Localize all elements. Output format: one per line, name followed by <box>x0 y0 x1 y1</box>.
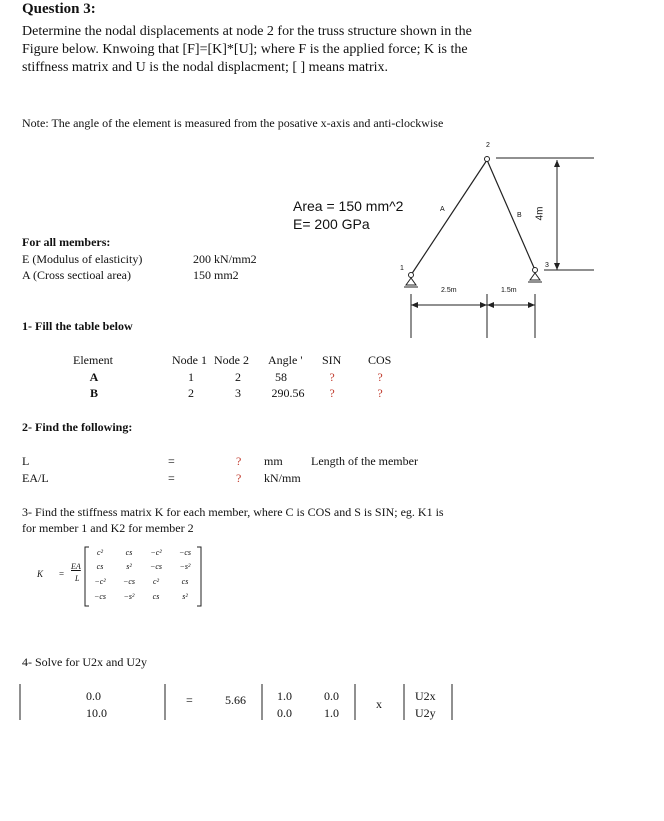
e-label: E (Modulus of elasticity) <box>22 252 143 266</box>
matrix-cell: c² <box>153 577 159 586</box>
member-a-label: A <box>440 206 445 213</box>
solve-eq: = <box>186 693 193 707</box>
part3-line-2: for member 1 and K2 for member 2 <box>22 521 194 535</box>
table-header-node1: Node 1 <box>172 353 207 367</box>
e-value: 200 kN/mm2 <box>193 252 257 266</box>
length-eq: = <box>168 454 175 468</box>
part1-heading: 1- Fill the table below <box>22 319 133 333</box>
dim-1-5m: 1.5m <box>501 287 517 294</box>
a-label: A (Cross sectioal area) <box>22 268 131 282</box>
member-b-label: B <box>517 212 522 219</box>
table-header-sin: SIN <box>322 353 342 367</box>
matrix-cell: −cs <box>93 592 107 601</box>
node-2-label: 2 <box>486 142 490 149</box>
table-row-a-angle: 58 <box>275 370 287 384</box>
question-title: Question 3: <box>22 1 96 17</box>
table-row-a-element: A <box>89 370 99 384</box>
matrix-cell: −cs <box>149 562 163 571</box>
node-3-label: 3 <box>545 262 549 269</box>
table-row-b-node1: 2 <box>188 386 194 400</box>
force-vector-1: 0.0 <box>86 689 101 703</box>
times-symbol: x <box>376 697 382 711</box>
table-row-b-element: B <box>89 386 98 400</box>
stiffness-l: L <box>75 574 80 583</box>
solve-scalar: 5.66 <box>225 693 246 707</box>
matrix-cell: c² <box>97 548 103 557</box>
stiffness-k-symbol: K <box>37 569 44 579</box>
table-header-element: Element <box>73 353 113 367</box>
eal-eq: = <box>168 471 175 485</box>
table-header-angle: Angle ' <box>268 353 303 367</box>
table-header-node2: Node 2 <box>214 353 249 367</box>
stiffness-ea: EA <box>71 562 81 571</box>
dim-4m: 4m <box>534 206 546 221</box>
k-matrix-cell: 0.0 <box>324 689 339 703</box>
matrix-cell: −cs <box>178 548 192 557</box>
unknown-u2x: U2x <box>415 689 436 703</box>
part3-line-1: 3- Find the stiffness matrix K for each member, where C is COS and S is SIN; eg. K1 is <box>22 505 444 519</box>
length-value: ? <box>236 454 242 468</box>
length-unit: mm <box>264 454 283 468</box>
matrix-cell: −c² <box>150 548 162 557</box>
k-matrix-cell: 1.0 <box>324 706 339 720</box>
table-row-a-cos: ? <box>377 370 383 384</box>
intro-line-3: stiffness matrix and U is the nodal displacment; [ ] means matrix. <box>22 60 388 75</box>
matrix-cell: s² <box>126 562 132 571</box>
table-row-a-sin: ? <box>329 370 335 384</box>
intro-line-1: Determine the nodal displacements at node 2 for the truss structure shown in the <box>22 24 472 39</box>
angle-note: Note: The angle of the element is measured from the posative x-axis and anti-clockwise <box>22 116 444 130</box>
table-row-b-sin: ? <box>329 386 335 400</box>
matrix-cell: cs <box>125 548 133 557</box>
k-matrix-cell: 0.0 <box>277 706 292 720</box>
part2-heading: 2- Find the following: <box>22 420 133 434</box>
k-matrix-cell: 1.0 <box>277 689 292 703</box>
table-row-b-cos: ? <box>377 386 383 400</box>
members-heading: For all members: <box>22 235 111 249</box>
dim-2-5m: 2.5m <box>441 287 457 294</box>
a-value: 150 mm2 <box>193 268 239 282</box>
force-vector-2: 10.0 <box>86 706 107 720</box>
eal-value: ? <box>236 471 242 485</box>
matrix-cell: cs <box>181 577 189 586</box>
matrix-cell: −cs <box>122 577 136 586</box>
matrix-cell: −s² <box>179 562 191 571</box>
modulus-label: E= 200 GPa <box>293 216 370 232</box>
matrix-cell: −c² <box>94 577 106 586</box>
length-label: L <box>22 454 30 468</box>
length-desc: Length of the member <box>311 454 418 468</box>
area-label: Area = 150 mm^2 <box>293 198 404 214</box>
table-row-a-node1: 1 <box>188 370 194 384</box>
unknown-u2y: U2y <box>415 706 436 720</box>
matrix-cell: −s² <box>123 592 135 601</box>
table-row-b-node2: 3 <box>235 386 241 400</box>
node-1-label: 1 <box>400 265 404 272</box>
matrix-cell: cs <box>152 592 160 601</box>
eal-label: EA/L <box>22 471 49 485</box>
part4-heading: 4- Solve for U2x and U2y <box>22 655 147 669</box>
table-row-a-node2: 2 <box>235 370 241 384</box>
matrix-cell: cs <box>96 562 104 571</box>
table-header-cos: COS <box>368 353 392 367</box>
stiffness-eq: = <box>59 569 65 579</box>
eal-unit: kN/mm <box>264 471 301 485</box>
matrix-cell: s² <box>182 592 188 601</box>
intro-line-2: Figure below. Knwoing that [F]=[K]*[U]; where F is the applied force; K is the <box>22 42 468 57</box>
table-row-b-angle: 290.56 <box>271 386 305 400</box>
